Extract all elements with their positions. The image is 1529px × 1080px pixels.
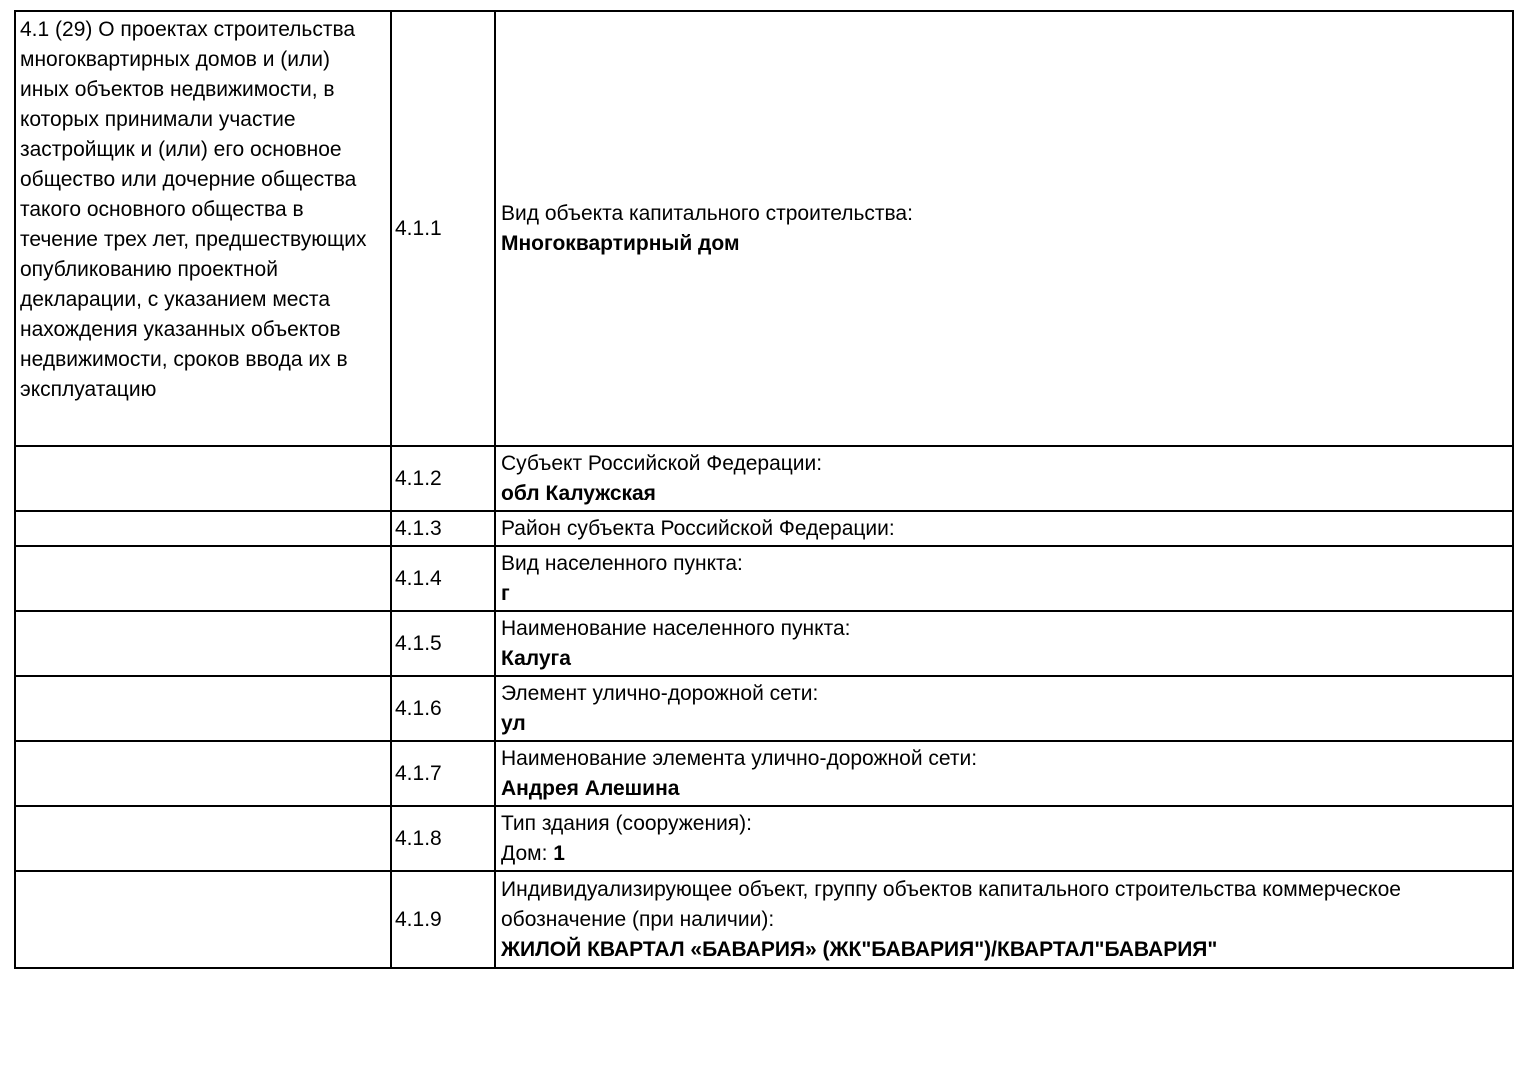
declaration-table bbox=[14, 10, 1514, 969]
row-number: 4.1.9 bbox=[391, 871, 495, 968]
table-row bbox=[15, 546, 1513, 611]
empty-cell bbox=[15, 806, 391, 871]
empty-cell bbox=[15, 871, 391, 968]
row-number: 4.1.3 bbox=[391, 511, 495, 546]
field-value: ЖИЛОЙ КВАРТАЛ «БАВАРИЯ» (ЖК"БАВАРИЯ")/КВАРТАЛ"БАВАРИЯ" bbox=[501, 937, 1218, 961]
section-description: 4.1 (29) О проектах строительства многоквартирных домов и (или) иных объектов недвижимости, в которых принимали участие застройщик и (или) его основное общество или дочерние общества такого основного общества в течение трех лет, предшествующих опубликованию проектной декларации, с указанием места нахождения указанных объектов недвижимости, сроков ввода их в эксплуатацию bbox=[15, 11, 391, 446]
table-row bbox=[15, 676, 1513, 741]
empty-cell bbox=[15, 546, 391, 611]
field-label: Вид объекта капитального строительства: bbox=[501, 201, 913, 225]
table-row bbox=[15, 806, 1513, 871]
field-cell bbox=[495, 546, 1513, 611]
field-value: Андрея Алешина bbox=[501, 776, 680, 800]
field-label: Наименование населенного пункта: bbox=[501, 616, 851, 640]
empty-cell bbox=[15, 676, 391, 741]
field-label: Район субъекта Российской Федерации: bbox=[501, 516, 895, 540]
table-row bbox=[15, 511, 1513, 546]
field-value: Многоквартирный дом bbox=[501, 231, 740, 255]
row-number: 4.1.7 bbox=[391, 741, 495, 806]
field-label: Наименование элемента улично-дорожной сети: bbox=[501, 746, 978, 770]
row-number: 4.1.2 bbox=[391, 446, 495, 511]
field-cell bbox=[495, 871, 1513, 968]
field-label: Индивидуализирующее объект, группу объектов капитального строительства коммерческое обозначение (при наличии): bbox=[501, 877, 1401, 931]
field-value: обл Калужская bbox=[501, 481, 656, 505]
field-cell bbox=[495, 741, 1513, 806]
row-number: 4.1.8 bbox=[391, 806, 495, 871]
field-cell bbox=[495, 11, 1513, 446]
field-value: 1 bbox=[553, 841, 565, 865]
field-label: Тип здания (сооружения): bbox=[501, 811, 752, 835]
field-label: Вид населенного пункта: bbox=[501, 551, 743, 575]
table-row bbox=[15, 871, 1513, 968]
row-number: 4.1.6 bbox=[391, 676, 495, 741]
row-number: 4.1.4 bbox=[391, 546, 495, 611]
empty-cell bbox=[15, 611, 391, 676]
table-row bbox=[15, 11, 1513, 446]
row-number: 4.1.5 bbox=[391, 611, 495, 676]
field-value-line bbox=[501, 839, 1508, 869]
field-cell bbox=[495, 611, 1513, 676]
field-cell bbox=[495, 676, 1513, 741]
empty-cell bbox=[15, 446, 391, 511]
field-cell bbox=[495, 511, 1513, 546]
empty-cell bbox=[15, 511, 391, 546]
field-value: ул bbox=[501, 711, 526, 735]
field-value: Калуга bbox=[501, 646, 571, 670]
field-label: Субъект Российской Федерации: bbox=[501, 451, 823, 475]
value-prefix: Дом: bbox=[501, 841, 554, 865]
row-number: 4.1.1 bbox=[391, 11, 495, 446]
field-cell bbox=[495, 446, 1513, 511]
table-row bbox=[15, 741, 1513, 806]
field-label: Элемент улично-дорожной сети: bbox=[501, 681, 819, 705]
table-row bbox=[15, 611, 1513, 676]
empty-cell bbox=[15, 741, 391, 806]
field-value: г bbox=[501, 581, 510, 605]
table-row bbox=[15, 446, 1513, 511]
field-cell bbox=[495, 806, 1513, 871]
